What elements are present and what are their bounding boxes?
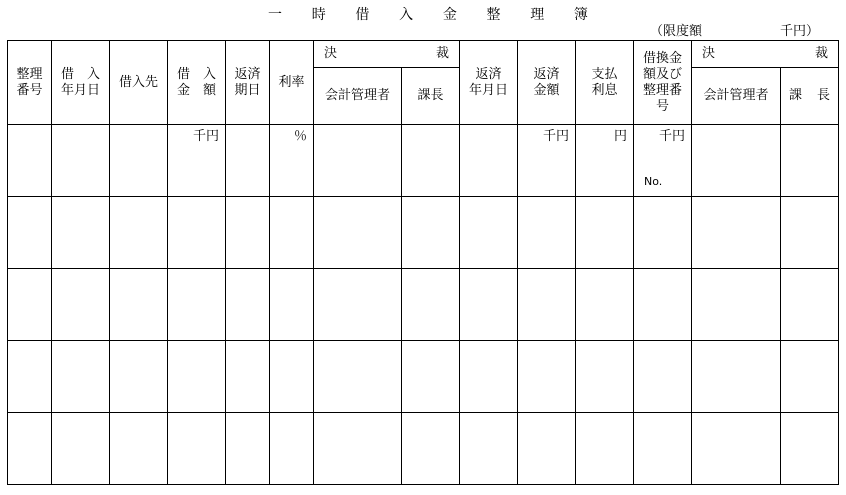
ledger-table — [7, 40, 839, 485]
header-kessai-2: 決 裁 — [692, 41, 839, 68]
cell[interactable] — [168, 197, 226, 269]
limit-unit: 千円） — [780, 24, 820, 39]
header-kariire-kingaku: 借 入 金 額 — [168, 41, 226, 125]
title-char: 理 — [530, 7, 545, 23]
cell-riritsu[interactable]: ％ — [270, 125, 314, 197]
title-char: 金 — [442, 7, 457, 23]
header-kaikei-kanrisha-2: 会計管理者 — [692, 68, 781, 125]
cell[interactable] — [518, 269, 576, 341]
table-row — [8, 341, 839, 413]
cell-shiharai-risoku[interactable]: 円 — [576, 125, 634, 197]
header-seiri-bango: 整理 番号 — [8, 41, 52, 125]
cell[interactable] — [402, 341, 460, 413]
header-kaikei-kanrisha-1: 会計管理者 — [314, 68, 402, 125]
cell[interactable] — [781, 269, 839, 341]
cell[interactable] — [634, 197, 692, 269]
cell-hensai-kingaku[interactable]: 千円 — [518, 125, 576, 197]
cell[interactable] — [314, 341, 402, 413]
header-kacho-2: 課 長 — [781, 68, 839, 125]
title-char: 整 — [486, 7, 501, 23]
header-hensai-kingaku: 返済 金額 — [518, 41, 576, 125]
cell-kariire-kingaku[interactable]: 千円 — [168, 125, 226, 197]
cell[interactable] — [226, 341, 270, 413]
cell[interactable] — [270, 269, 314, 341]
cell[interactable] — [110, 341, 168, 413]
cell[interactable] — [781, 341, 839, 413]
cell-seiri-bango[interactable] — [8, 125, 52, 197]
title-char: 借 — [355, 7, 370, 23]
cell[interactable] — [576, 269, 634, 341]
header-kariire-saki: 借入先 — [110, 41, 168, 125]
title-char: 時 — [311, 7, 326, 23]
cell[interactable] — [402, 413, 460, 485]
cell[interactable] — [226, 269, 270, 341]
limit-amount — [650, 20, 830, 38]
cell[interactable] — [52, 197, 110, 269]
table-row — [8, 413, 839, 485]
cell[interactable] — [460, 413, 518, 485]
cell-kaikei-kanrisha-2[interactable] — [692, 125, 781, 197]
header-kessai-1: 決 裁 — [314, 41, 460, 68]
cell[interactable] — [270, 341, 314, 413]
header-shiharai-risoku: 支払 利息 — [576, 41, 634, 125]
cell[interactable] — [314, 413, 402, 485]
cell[interactable] — [8, 413, 52, 485]
cell[interactable] — [518, 413, 576, 485]
cell[interactable] — [576, 197, 634, 269]
cell[interactable] — [110, 269, 168, 341]
header-riritsu: 利率 — [270, 41, 314, 125]
cell[interactable] — [110, 413, 168, 485]
table-row — [8, 269, 839, 341]
cell-kariire-date[interactable] — [52, 125, 110, 197]
cell[interactable] — [634, 269, 692, 341]
cell[interactable] — [168, 269, 226, 341]
karikae-no-label: No. — [644, 175, 663, 188]
cell[interactable] — [52, 413, 110, 485]
cell[interactable] — [460, 269, 518, 341]
cell-hensai-date[interactable] — [460, 125, 518, 197]
cell[interactable] — [692, 269, 781, 341]
cell[interactable] — [518, 197, 576, 269]
cell[interactable] — [576, 413, 634, 485]
cell[interactable] — [168, 341, 226, 413]
cell[interactable] — [8, 269, 52, 341]
cell[interactable] — [270, 413, 314, 485]
header-kacho-1: 課長 — [402, 68, 460, 125]
cell[interactable] — [460, 341, 518, 413]
cell[interactable] — [781, 197, 839, 269]
cell[interactable] — [8, 197, 52, 269]
cell[interactable] — [402, 269, 460, 341]
cell[interactable] — [168, 413, 226, 485]
cell-kaikei-kanrisha-1[interactable] — [314, 125, 402, 197]
cell-kacho-2[interactable] — [781, 125, 839, 197]
header-row-1 — [8, 41, 839, 68]
cell[interactable] — [634, 341, 692, 413]
cell[interactable] — [110, 197, 168, 269]
header-hensai-date: 返済 年月日 — [460, 41, 518, 125]
cell[interactable] — [52, 269, 110, 341]
cell[interactable] — [8, 341, 52, 413]
cell[interactable] — [692, 197, 781, 269]
cell[interactable] — [692, 341, 781, 413]
cell-kacho-1[interactable] — [402, 125, 460, 197]
cell[interactable] — [576, 341, 634, 413]
header-karikae: 借換金 額及び 整理番 号 — [634, 41, 692, 125]
cell-kariire-saki[interactable] — [110, 125, 168, 197]
document-title — [268, 4, 588, 22]
title-char: 一 — [268, 7, 282, 23]
cell[interactable] — [402, 197, 460, 269]
cell[interactable] — [226, 197, 270, 269]
cell[interactable] — [634, 413, 692, 485]
header-hensai-kijitsu: 返済 期日 — [226, 41, 270, 125]
title-char: 簿 — [573, 7, 588, 23]
cell[interactable] — [314, 197, 402, 269]
cell[interactable] — [314, 269, 402, 341]
cell[interactable] — [52, 341, 110, 413]
limit-label: （限度額 — [650, 24, 703, 39]
table-row — [8, 197, 839, 269]
karikae-unit: 千円 — [658, 129, 685, 144]
cell-karikae[interactable] — [634, 125, 692, 197]
cell[interactable] — [270, 197, 314, 269]
table-row — [8, 125, 839, 197]
cell[interactable] — [692, 413, 781, 485]
cell[interactable] — [781, 413, 839, 485]
header-kariire-date: 借 入 年月日 — [52, 41, 110, 125]
cell[interactable] — [460, 197, 518, 269]
cell-hensai-kijitsu[interactable] — [226, 125, 270, 197]
cell[interactable] — [518, 341, 576, 413]
title-char: 入 — [399, 7, 414, 23]
cell[interactable] — [226, 413, 270, 485]
